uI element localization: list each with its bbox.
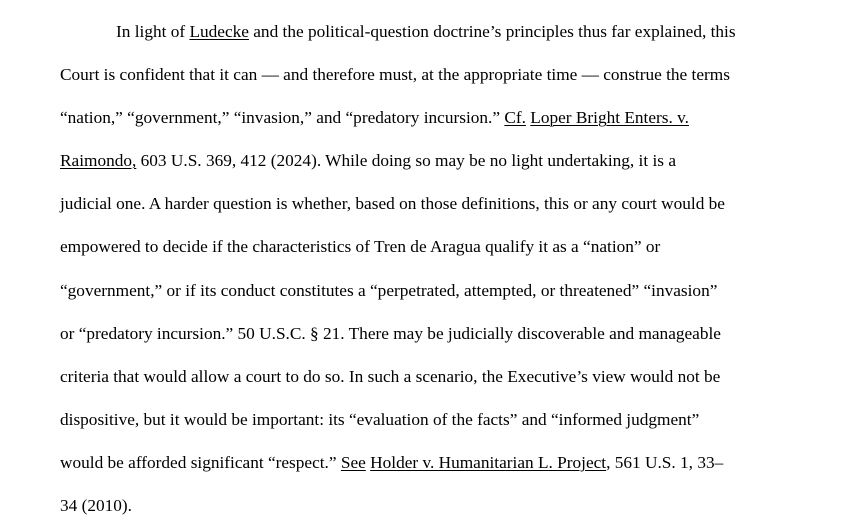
text-line-3: [60, 109, 689, 126]
text-run: “nation,” “government,” “invasion,” and “predatory incursion.”: [60, 108, 505, 127]
text-line-8: [60, 325, 721, 342]
text-run: and the political-question doctrine’s principles thus far explained, this: [248, 22, 736, 41]
underlined-citation-text: Raimondo,: [60, 151, 137, 170]
underlined-citation-text: Cf.: [504, 108, 526, 127]
text-line-7: [60, 282, 717, 299]
text-line-2: [60, 66, 730, 83]
underlined-citation-text: Holder v. Humanitarian L. Project: [370, 453, 607, 472]
text-line-11: [60, 454, 723, 471]
text-line-1: [116, 23, 736, 40]
text-run: would be afforded significant “respect.”: [60, 453, 341, 472]
text-run: dispositive, but it would be important: its “evaluation of the facts” and “informed judgment”: [60, 410, 700, 429]
text-run: or “predatory incursion.” 50 U.S.C. § 21. There may be judicially discoverable and manageable: [60, 324, 721, 343]
text-run: , 561 U.S. 1, 33–: [606, 453, 724, 472]
text-line-9: [60, 368, 720, 385]
text-run: judicial one. A harder question is whether, based on those definitions, this or any court would be: [60, 194, 725, 213]
underlined-citation-text: Ludecke: [189, 22, 249, 41]
text-run: criteria that would allow a court to do so. In such a scenario, the Executive’s view would not be: [60, 367, 721, 386]
text-run: 603 U.S. 369, 412 (2024). While doing so may be no light undertaking, it is a: [136, 151, 676, 170]
text-run: empowered to decide if the characteristics of Tren de Aragua qualify it as a “nation” or: [60, 237, 661, 256]
underlined-citation-text: See: [340, 453, 366, 472]
underlined-citation-text: Loper Bright Enters. v.: [530, 108, 689, 127]
text-line-10: [60, 411, 699, 428]
text-run: “government,” or if its conduct constitutes a “perpetrated, attempted, or threatened” “invasion”: [60, 281, 718, 300]
text-line-6: [60, 238, 660, 255]
text-line-4: [60, 152, 676, 169]
text-line-5: [60, 195, 725, 212]
text-run: 34 (2010).: [60, 496, 132, 515]
text-run: Court is confident that it can — and therefore must, at the appropriate time — construe the terms: [60, 65, 730, 84]
text-run: In light of: [116, 22, 190, 41]
text-line-12: [60, 497, 132, 514]
